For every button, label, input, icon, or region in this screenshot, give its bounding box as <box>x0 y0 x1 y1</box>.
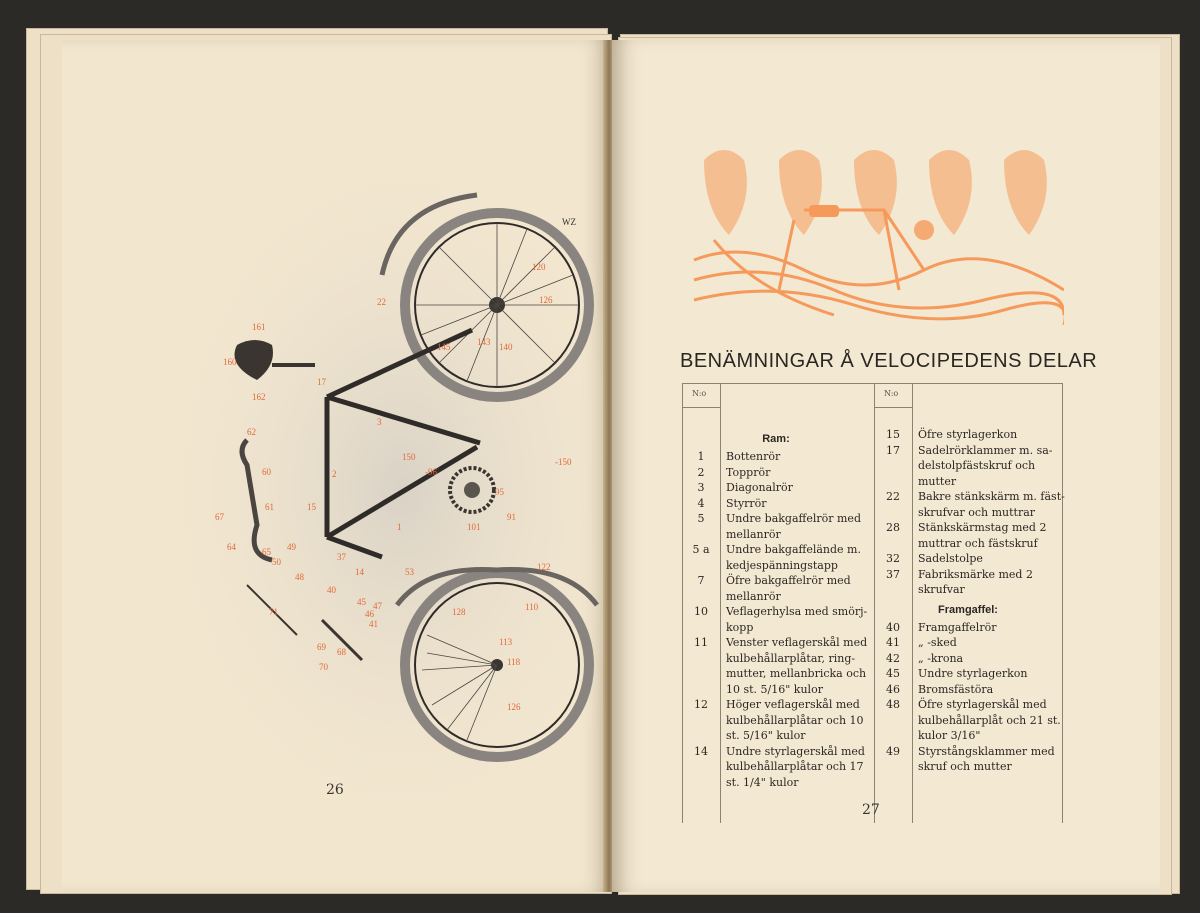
part-name: Sadelrörklammer m. sa-delstolpfästskruf och mutter <box>918 443 1053 488</box>
label-53: 53 <box>405 567 414 577</box>
bicycle-exploded-diagram <box>177 165 627 815</box>
table-row <box>874 427 1068 443</box>
part-name: Styrrör <box>726 496 767 510</box>
part-number: 7 <box>697 574 705 587</box>
table-row <box>682 573 876 604</box>
part-number: 40 <box>886 620 900 634</box>
part-name: Fabriksmärke med 2 skrufvar <box>918 567 1033 596</box>
part-number: 37 <box>886 567 900 581</box>
page-heading: BENÄMNINGAR Å VELOCIPEDENS DELAR <box>680 350 1098 372</box>
table-row <box>874 682 1068 698</box>
label-67: 67 <box>215 512 224 522</box>
label-45: 45 <box>357 597 366 607</box>
part-name: Höger veflagerskål med kulbehållarplåtar och 10 st. 5/16" kulor <box>726 698 864 742</box>
label-128: 128 <box>452 607 466 617</box>
table-row <box>874 635 1068 651</box>
section-heading: Framgaffel: <box>938 603 998 616</box>
label-62: 62 <box>247 427 256 437</box>
table-row <box>874 551 1068 567</box>
label-110: 110 <box>525 602 539 612</box>
label-126b: 126 <box>507 702 521 712</box>
parts-list-left <box>682 427 876 790</box>
part-number: 32 <box>886 552 900 565</box>
table-row <box>682 604 876 635</box>
art-nouveau-ornament <box>684 140 1064 330</box>
label-41: 41 <box>369 619 378 629</box>
part-name: Bakre stänkskärm m. fäst-skrufvar och muttrar <box>918 490 1065 519</box>
right-page <box>612 40 1160 892</box>
section-heading: Ram: <box>762 433 790 445</box>
part-name: Topprör <box>726 465 771 479</box>
part-number: 3 <box>697 481 705 494</box>
table-row <box>682 496 876 512</box>
label-96: -96 <box>425 467 437 477</box>
table-row <box>682 744 876 791</box>
part-name: Öfre styrlagerskål med kulbehållarplåt och 21 st. kulor 3/16" <box>918 698 1061 742</box>
part-number: 46 <box>886 682 900 696</box>
label-46: 46 <box>365 609 374 619</box>
label-145: 145 <box>437 342 451 352</box>
part-number: 4 <box>697 496 705 510</box>
part-name: Bottenrör <box>726 450 781 463</box>
part-name: Undre styrlagerkon <box>918 667 1028 680</box>
table-row <box>682 511 876 542</box>
label-70: 70 <box>319 662 328 672</box>
table-row <box>682 465 876 481</box>
label-118: 118 <box>507 657 521 667</box>
table-row <box>682 542 876 573</box>
table-row <box>874 651 1068 667</box>
label-68: 68 <box>337 647 346 657</box>
label-50: 50 <box>272 557 281 567</box>
part-number: 1 <box>697 450 705 463</box>
label-69: 69 <box>317 642 326 652</box>
label-122: 122 <box>537 562 551 572</box>
part-name: Sadelstolpe <box>918 552 983 565</box>
part-name: Diagonalrör <box>726 481 793 494</box>
part-name: Framgaffelrör <box>918 620 997 634</box>
part-number: 41 <box>886 636 900 649</box>
label-61: 61 <box>265 502 274 512</box>
part-number: 14 <box>694 744 708 758</box>
part-number: 5 <box>697 512 705 525</box>
label-3: 3 <box>377 417 382 427</box>
table-row <box>682 697 876 744</box>
part-name: Veflagerhylsa med smörj-kopp <box>726 605 868 634</box>
label-40: 40 <box>327 585 336 595</box>
label-126: 126 <box>539 295 553 305</box>
part-name: „ -krona <box>918 651 964 665</box>
part-name: Bromsfästöra <box>918 682 994 696</box>
label-neg150: -150 <box>555 457 572 467</box>
label-161: 161 <box>252 322 266 332</box>
label-95: 95 <box>495 487 504 497</box>
label-162: 162 <box>252 392 266 402</box>
part-name: Öfre bakgaffelrör med mellanrör <box>726 574 851 603</box>
label-101: 101 <box>467 522 481 532</box>
part-number: 17 <box>886 443 900 457</box>
page-number-right: 27 <box>862 802 880 818</box>
label-60: 60 <box>262 467 271 477</box>
part-number: 45 <box>886 667 900 680</box>
part-number: 48 <box>886 698 900 711</box>
table-row <box>874 443 1068 490</box>
label-17: 17 <box>317 377 326 387</box>
table-top-rule <box>682 383 1062 384</box>
page-number-left: 26 <box>326 782 344 798</box>
parts-list-right <box>874 427 1068 775</box>
label-48: 48 <box>295 572 304 582</box>
label-71: 71 <box>269 607 278 617</box>
label-15: 15 <box>307 502 316 512</box>
part-name: Undre bakgaffelrör med mellanrör <box>726 512 861 541</box>
table-row <box>874 620 1068 636</box>
column-header-no: N:o <box>692 389 707 398</box>
column-header-no: N:o <box>884 389 899 398</box>
table-row <box>682 635 876 697</box>
part-number: 15 <box>886 428 900 441</box>
table-rule <box>874 407 912 408</box>
left-page <box>62 40 610 892</box>
part-number: 12 <box>694 698 708 711</box>
label-120: 120 <box>532 262 546 272</box>
part-name: Öfre styrlagerkon <box>918 428 1018 441</box>
table-row <box>874 744 1068 775</box>
label-113: 113 <box>499 637 513 647</box>
table-row <box>874 666 1068 682</box>
label-143: 143 <box>477 337 491 347</box>
part-name: Undre bakgaffelände m. kedjespänningstapp <box>726 543 861 572</box>
label-91: 91 <box>507 512 516 522</box>
part-number: 42 <box>886 651 900 665</box>
label-160: 160 <box>223 357 237 367</box>
part-number: 2 <box>697 465 705 479</box>
part-number: 22 <box>886 490 900 503</box>
label-65: 65 <box>262 547 271 557</box>
table-row <box>874 489 1068 520</box>
label-14: 14 <box>355 567 364 577</box>
part-number: 28 <box>886 521 900 534</box>
label-140: 140 <box>499 342 513 352</box>
label-2: 2 <box>332 469 337 479</box>
label-22: 22 <box>377 297 386 307</box>
label-47: 47 <box>373 601 382 611</box>
part-number: 49 <box>886 744 900 758</box>
label-150: 150 <box>402 452 416 462</box>
part-name: Undre styrlagerskål med kulbehållarplåtar och 17 st. 1/4" kulor <box>726 744 865 789</box>
part-number: 10 <box>694 605 708 618</box>
table-row <box>874 567 1068 598</box>
table-row <box>874 520 1068 551</box>
table-rule <box>682 407 720 408</box>
part-name: Styrstångsklammer med skruf och mutter <box>918 744 1055 773</box>
label-1: 1 <box>397 522 402 532</box>
parts-table <box>682 383 1065 823</box>
part-name: Stänkskärmstag med 2 muttrar och fästskruf <box>918 521 1047 550</box>
table-row <box>682 449 876 465</box>
table-row <box>682 480 876 496</box>
part-name: „ -sked <box>918 636 957 649</box>
label-49: 49 <box>287 542 296 552</box>
label-37: 37 <box>337 552 346 562</box>
table-row <box>874 697 1068 744</box>
part-name: Venster veflagerskål med kulbehållarplåtar, ring-mutter, mellanbricka och 10 st. 5/16" kulor <box>726 636 868 696</box>
label-64: 64 <box>227 542 236 552</box>
part-number: 5 a <box>692 543 710 556</box>
label-wz: WZ <box>562 217 576 227</box>
part-number: 11 <box>694 636 708 649</box>
